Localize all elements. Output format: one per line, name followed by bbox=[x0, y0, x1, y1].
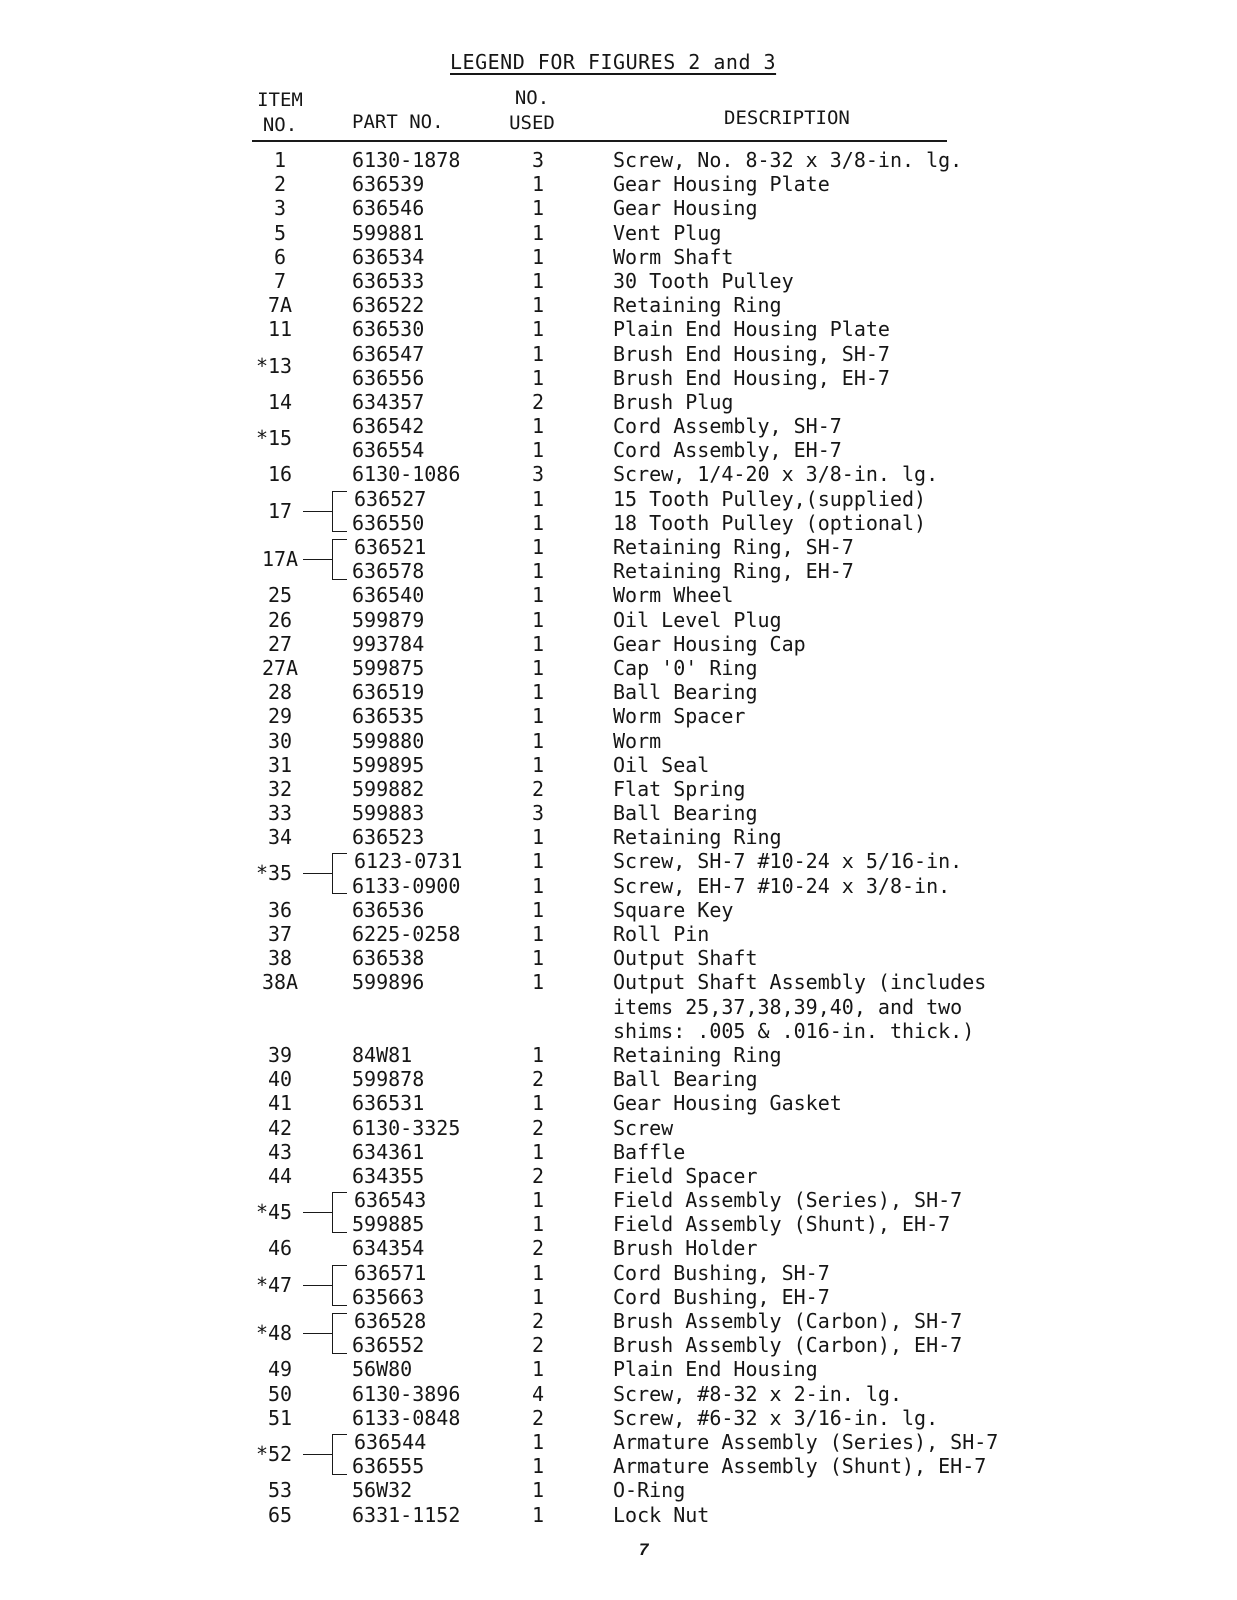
table-row bbox=[0, 1236, 1237, 1260]
header-no-used: NO. USED bbox=[509, 87, 555, 134]
item-number: 32 bbox=[267, 776, 293, 801]
description: 15 Tooth Pulley,(supplied) bbox=[613, 486, 927, 511]
part-number: 6130-3896 bbox=[352, 1381, 461, 1406]
part-number: 636554 bbox=[352, 438, 425, 463]
item-number: 41 bbox=[267, 1091, 293, 1116]
table-row bbox=[0, 1067, 1237, 1091]
quantity-used: 3 bbox=[531, 148, 545, 172]
quantity-used: 1 bbox=[531, 486, 545, 511]
part-number: 634361 bbox=[352, 1139, 425, 1164]
description: Brush End Housing, SH-7 bbox=[613, 341, 890, 366]
table-row bbox=[0, 1043, 1237, 1067]
quantity-used: 1 bbox=[531, 1139, 545, 1164]
description: Oil Level Plug bbox=[613, 607, 782, 632]
quantity-used: 1 bbox=[531, 873, 545, 898]
description: Plain End Housing Plate bbox=[613, 317, 890, 342]
table-row bbox=[0, 438, 1237, 462]
quantity-used: 1 bbox=[531, 414, 545, 439]
item-number: 39 bbox=[267, 1042, 293, 1067]
quantity-used: 1 bbox=[531, 922, 545, 946]
item-number: 17 bbox=[267, 498, 293, 523]
item-number: 7 bbox=[273, 268, 287, 293]
quantity-used: 1 bbox=[531, 510, 545, 535]
part-number: 636555 bbox=[352, 1454, 425, 1479]
table-row bbox=[0, 970, 1237, 994]
part-number: 636542 bbox=[352, 414, 425, 439]
quantity-used: 1 bbox=[531, 559, 545, 584]
item-number: 11 bbox=[267, 317, 293, 342]
table-row bbox=[0, 874, 1237, 898]
page-number: 7 bbox=[639, 1540, 649, 1559]
table-row bbox=[0, 704, 1237, 728]
description: Cap '0' Ring bbox=[613, 655, 758, 680]
description: Retaining Ring bbox=[613, 825, 782, 850]
part-number: 636544 bbox=[354, 1429, 427, 1454]
description: Screw, SH-7 #10-24 x 5/16-in. bbox=[613, 849, 963, 874]
description: Brush Plug bbox=[613, 389, 734, 414]
table-row bbox=[0, 898, 1237, 922]
part-number: 599895 bbox=[352, 752, 425, 777]
item-number: 14 bbox=[267, 389, 293, 414]
part-number: 636531 bbox=[352, 1091, 425, 1116]
description: Field Assembly (Shunt), EH-7 bbox=[613, 1212, 951, 1237]
description: Cord Assembly, EH-7 bbox=[613, 438, 842, 463]
quantity-used: 1 bbox=[531, 341, 545, 366]
description: Gear Housing Plate bbox=[613, 172, 830, 197]
part-number: 599885 bbox=[352, 1212, 425, 1237]
table-row bbox=[0, 729, 1237, 753]
part-number: 636578 bbox=[352, 559, 425, 584]
quantity-used: 2 bbox=[531, 1163, 545, 1188]
part-number: 636519 bbox=[352, 680, 425, 705]
table-row bbox=[0, 172, 1237, 196]
item-number: 6 bbox=[273, 244, 287, 269]
description: Retaining Ring, EH-7 bbox=[613, 559, 854, 584]
table-row bbox=[0, 366, 1237, 390]
part-number: 636546 bbox=[352, 196, 425, 221]
quantity-used: 1 bbox=[531, 728, 545, 753]
description: Worm Wheel bbox=[613, 583, 734, 608]
item-number: 37 bbox=[267, 922, 293, 946]
quantity-used: 3 bbox=[531, 801, 545, 826]
item-number: 30 bbox=[267, 728, 293, 753]
table-row bbox=[0, 390, 1237, 414]
item-number: *52 bbox=[255, 1441, 293, 1466]
part-number: 84W81 bbox=[352, 1042, 413, 1067]
description: Gear Housing Cap bbox=[613, 631, 806, 656]
description: Retaining Ring, SH-7 bbox=[613, 535, 854, 559]
description: Screw, No. 8-32 x 3/8-in. lg. bbox=[613, 148, 963, 172]
part-number: 6133-0900 bbox=[352, 873, 461, 898]
quantity-used: 1 bbox=[531, 1357, 545, 1382]
quantity-used: 1 bbox=[531, 825, 545, 850]
table-row bbox=[0, 1478, 1237, 1502]
part-number: 634357 bbox=[352, 389, 425, 414]
description: shims: .005 & .016-in. thick.) bbox=[613, 1018, 975, 1043]
item-number: 17A bbox=[261, 547, 299, 571]
item-number: 31 bbox=[267, 752, 293, 777]
item-number: 7A bbox=[267, 293, 293, 318]
item-number: *47 bbox=[255, 1272, 293, 1297]
item-number: *15 bbox=[255, 426, 293, 451]
description: Cord Assembly, SH-7 bbox=[613, 414, 842, 439]
table-row bbox=[0, 753, 1237, 777]
description: Gear Housing bbox=[613, 196, 758, 221]
description: Baffle bbox=[613, 1139, 686, 1164]
description: Retaining Ring bbox=[613, 293, 782, 318]
description: Worm Shaft bbox=[613, 244, 734, 269]
item-number: 38 bbox=[267, 946, 293, 971]
table-row bbox=[0, 1357, 1237, 1381]
quantity-used: 1 bbox=[531, 1429, 545, 1454]
table-row bbox=[0, 245, 1237, 269]
table-row bbox=[0, 196, 1237, 220]
item-number: 51 bbox=[267, 1405, 293, 1430]
header-item-no: ITEM NO. bbox=[257, 89, 303, 136]
quantity-used: 4 bbox=[531, 1381, 545, 1406]
item-number: *13 bbox=[255, 353, 293, 378]
quantity-used: 2 bbox=[531, 1067, 545, 1092]
description: Screw, EH-7 #10-24 x 3/8-in. bbox=[613, 873, 951, 898]
item-number: 25 bbox=[267, 583, 293, 608]
part-number: 6133-0848 bbox=[352, 1405, 461, 1430]
quantity-used: 3 bbox=[531, 462, 545, 487]
description: Flat Spring bbox=[613, 776, 746, 801]
part-number: 6130-1878 bbox=[352, 148, 461, 172]
quantity-used: 1 bbox=[531, 172, 545, 197]
quantity-used: 1 bbox=[531, 631, 545, 656]
description: Plain End Housing bbox=[613, 1357, 818, 1382]
table-row bbox=[0, 221, 1237, 245]
part-number: 636552 bbox=[352, 1333, 425, 1358]
item-number: 49 bbox=[267, 1357, 293, 1382]
table-row bbox=[0, 1503, 1237, 1527]
item-number: 46 bbox=[267, 1236, 293, 1261]
item-number: 34 bbox=[267, 825, 293, 850]
description: 30 Tooth Pulley bbox=[613, 268, 794, 293]
description: Cord Bushing, EH-7 bbox=[613, 1284, 830, 1309]
table-row bbox=[0, 680, 1237, 704]
item-number: 3 bbox=[273, 196, 287, 221]
part-number: 636538 bbox=[352, 946, 425, 971]
part-number: 634355 bbox=[352, 1163, 425, 1188]
table-row bbox=[0, 293, 1237, 317]
quantity-used: 1 bbox=[531, 704, 545, 729]
description: Cord Bushing, SH-7 bbox=[613, 1260, 830, 1285]
quantity-used: 1 bbox=[531, 680, 545, 705]
item-number: 42 bbox=[267, 1115, 293, 1140]
description: Oil Seal bbox=[613, 752, 710, 777]
part-number: 636536 bbox=[352, 897, 425, 922]
header-rule bbox=[252, 140, 947, 142]
quantity-used: 1 bbox=[531, 607, 545, 632]
item-number: *45 bbox=[255, 1200, 293, 1225]
quantity-used: 1 bbox=[531, 1502, 545, 1527]
item-number: 1 bbox=[273, 148, 287, 172]
quantity-used: 1 bbox=[531, 268, 545, 293]
description: Worm bbox=[613, 728, 662, 753]
description: Gear Housing Gasket bbox=[613, 1091, 842, 1116]
quantity-used: 1 bbox=[531, 1260, 545, 1285]
table-row bbox=[0, 1429, 1237, 1466]
part-number: 599881 bbox=[352, 220, 425, 245]
item-number: 2 bbox=[273, 172, 287, 197]
table-row bbox=[0, 1309, 1237, 1345]
quantity-used: 2 bbox=[531, 1309, 545, 1333]
part-number: 993784 bbox=[352, 631, 425, 656]
description: Brush End Housing, EH-7 bbox=[613, 365, 890, 390]
description: Screw bbox=[613, 1115, 674, 1140]
table-row bbox=[0, 1212, 1237, 1236]
description: items 25,37,38,39,40, and two bbox=[613, 994, 963, 1019]
description: Brush Holder bbox=[613, 1236, 758, 1261]
quantity-used: 1 bbox=[531, 438, 545, 463]
part-number: 6130-1086 bbox=[352, 462, 461, 487]
table-row bbox=[0, 583, 1237, 607]
part-number: 599883 bbox=[352, 801, 425, 826]
part-number: 636556 bbox=[352, 365, 425, 390]
item-number: 5 bbox=[273, 220, 287, 245]
quantity-used: 1 bbox=[531, 317, 545, 342]
part-number: 636571 bbox=[354, 1260, 427, 1285]
table-row bbox=[0, 1382, 1237, 1406]
description: Armature Assembly (Shunt), EH-7 bbox=[613, 1454, 987, 1479]
quantity-used: 1 bbox=[531, 1212, 545, 1237]
item-number: 38A bbox=[261, 970, 299, 995]
quantity-used: 1 bbox=[531, 897, 545, 922]
table-row bbox=[0, 1333, 1237, 1357]
description: Vent Plug bbox=[613, 220, 722, 245]
item-number: 28 bbox=[267, 680, 293, 705]
quantity-used: 1 bbox=[531, 293, 545, 318]
part-number: 6123-0731 bbox=[354, 849, 463, 874]
table-row bbox=[0, 777, 1237, 801]
part-number: 636534 bbox=[352, 244, 425, 269]
item-number: *35 bbox=[255, 861, 293, 886]
part-number: 56W32 bbox=[352, 1478, 413, 1503]
parts-table bbox=[0, 148, 1237, 1527]
item-number: 43 bbox=[267, 1139, 293, 1164]
table-row bbox=[0, 1406, 1237, 1430]
quantity-used: 2 bbox=[531, 1405, 545, 1430]
table-row bbox=[0, 825, 1237, 849]
table-row bbox=[0, 462, 1237, 486]
quantity-used: 1 bbox=[531, 244, 545, 269]
description: O-Ring bbox=[613, 1478, 686, 1503]
description: 18 Tooth Pulley (optional) bbox=[613, 510, 927, 535]
quantity-used: 2 bbox=[531, 1115, 545, 1140]
description: Screw, #8-32 x 2-in. lg. bbox=[613, 1381, 902, 1406]
part-number: 636521 bbox=[354, 535, 427, 559]
part-number: 56W80 bbox=[352, 1357, 413, 1382]
part-number: 599896 bbox=[352, 970, 425, 995]
part-number: 636528 bbox=[354, 1309, 427, 1333]
table-row bbox=[0, 632, 1237, 656]
table-row bbox=[0, 1091, 1237, 1115]
description: Ball Bearing bbox=[613, 801, 758, 826]
description: Ball Bearing bbox=[613, 680, 758, 705]
part-number: 636535 bbox=[352, 704, 425, 729]
quantity-used: 2 bbox=[531, 1236, 545, 1261]
table-row bbox=[0, 1019, 1237, 1043]
item-number: *48 bbox=[255, 1321, 293, 1345]
item-number: 33 bbox=[267, 801, 293, 826]
table-row bbox=[0, 269, 1237, 293]
description: Output Shaft bbox=[613, 946, 758, 971]
quantity-used: 1 bbox=[531, 1478, 545, 1503]
quantity-used: 1 bbox=[531, 946, 545, 971]
table-row bbox=[0, 511, 1237, 535]
item-number: 53 bbox=[267, 1478, 293, 1503]
item-number: 26 bbox=[267, 607, 293, 632]
description: Field Assembly (Series), SH-7 bbox=[613, 1188, 963, 1213]
description: Ball Bearing bbox=[613, 1067, 758, 1092]
part-number: 599878 bbox=[352, 1067, 425, 1092]
quantity-used: 1 bbox=[531, 752, 545, 777]
quantity-used: 1 bbox=[531, 1042, 545, 1067]
item-number: 65 bbox=[267, 1502, 293, 1527]
quantity-used: 2 bbox=[531, 776, 545, 801]
table-row bbox=[0, 1285, 1237, 1309]
quantity-used: 1 bbox=[531, 970, 545, 995]
description: Output Shaft Assembly (includes bbox=[613, 970, 987, 995]
part-number: 6225-0258 bbox=[352, 922, 461, 946]
quantity-used: 1 bbox=[531, 535, 545, 559]
quantity-used: 1 bbox=[531, 583, 545, 608]
quantity-used: 1 bbox=[531, 220, 545, 245]
table-row bbox=[0, 559, 1237, 583]
description: Screw, 1/4-20 x 3/8-in. lg. bbox=[613, 462, 939, 487]
part-number: 636533 bbox=[352, 268, 425, 293]
header-part-no: PART NO. bbox=[352, 111, 444, 133]
quantity-used: 1 bbox=[531, 196, 545, 221]
table-row bbox=[0, 995, 1237, 1019]
quantity-used: 1 bbox=[531, 1091, 545, 1116]
quantity-used: 2 bbox=[531, 389, 545, 414]
part-number: 636539 bbox=[352, 172, 425, 197]
quantity-used: 1 bbox=[531, 1188, 545, 1213]
part-number: 599879 bbox=[352, 607, 425, 632]
part-number: 636527 bbox=[354, 486, 427, 511]
item-number: 50 bbox=[267, 1381, 293, 1406]
part-number: 599880 bbox=[352, 728, 425, 753]
part-number: 636543 bbox=[354, 1188, 427, 1213]
description: Field Spacer bbox=[613, 1163, 758, 1188]
table-row bbox=[0, 1116, 1237, 1140]
table-row bbox=[0, 608, 1237, 632]
description: Worm Spacer bbox=[613, 704, 746, 729]
item-number: 29 bbox=[267, 704, 293, 729]
item-number: 27A bbox=[261, 655, 299, 680]
part-number: 636523 bbox=[352, 825, 425, 850]
item-number: 44 bbox=[267, 1163, 293, 1188]
table-row bbox=[0, 946, 1237, 970]
table-row bbox=[0, 317, 1237, 341]
table-row bbox=[0, 656, 1237, 680]
quantity-used: 1 bbox=[531, 849, 545, 874]
part-number: 599882 bbox=[352, 776, 425, 801]
part-number: 634354 bbox=[352, 1236, 425, 1261]
table-row bbox=[0, 535, 1237, 571]
quantity-used: 1 bbox=[531, 655, 545, 680]
part-number: 636522 bbox=[352, 293, 425, 318]
part-number: 636540 bbox=[352, 583, 425, 608]
quantity-used: 2 bbox=[531, 1333, 545, 1358]
quantity-used: 1 bbox=[531, 1284, 545, 1309]
table-row bbox=[0, 148, 1237, 172]
table-row bbox=[0, 801, 1237, 825]
part-number: 636550 bbox=[352, 510, 425, 535]
part-number: 599875 bbox=[352, 655, 425, 680]
description: Roll Pin bbox=[613, 922, 710, 946]
item-number: 40 bbox=[267, 1067, 293, 1092]
item-number: 36 bbox=[267, 897, 293, 922]
quantity-used: 1 bbox=[531, 1454, 545, 1479]
item-number: 27 bbox=[267, 631, 293, 656]
description: Screw, #6-32 x 3/16-in. lg. bbox=[613, 1405, 939, 1430]
part-number: 636547 bbox=[352, 341, 425, 366]
description: Armature Assembly (Series), SH-7 bbox=[613, 1429, 999, 1454]
quantity-used: 1 bbox=[531, 365, 545, 390]
part-number: 636530 bbox=[352, 317, 425, 342]
header-description: DESCRIPTION bbox=[724, 107, 850, 129]
table-row bbox=[0, 922, 1237, 946]
description: Lock Nut bbox=[613, 1502, 710, 1527]
description: Brush Assembly (Carbon), SH-7 bbox=[613, 1309, 963, 1333]
description: Square Key bbox=[613, 897, 734, 922]
page-title: LEGEND FOR FIGURES 2 and 3 bbox=[450, 50, 777, 74]
item-number: 16 bbox=[267, 462, 293, 487]
table-row bbox=[0, 1454, 1237, 1478]
part-number: 635663 bbox=[352, 1284, 425, 1309]
description: Brush Assembly (Carbon), EH-7 bbox=[613, 1333, 963, 1358]
description: Retaining Ring bbox=[613, 1042, 782, 1067]
table-row bbox=[0, 1140, 1237, 1164]
part-number: 6130-3325 bbox=[352, 1115, 461, 1140]
table-row bbox=[0, 1164, 1237, 1188]
part-number: 6331-1152 bbox=[352, 1502, 461, 1527]
